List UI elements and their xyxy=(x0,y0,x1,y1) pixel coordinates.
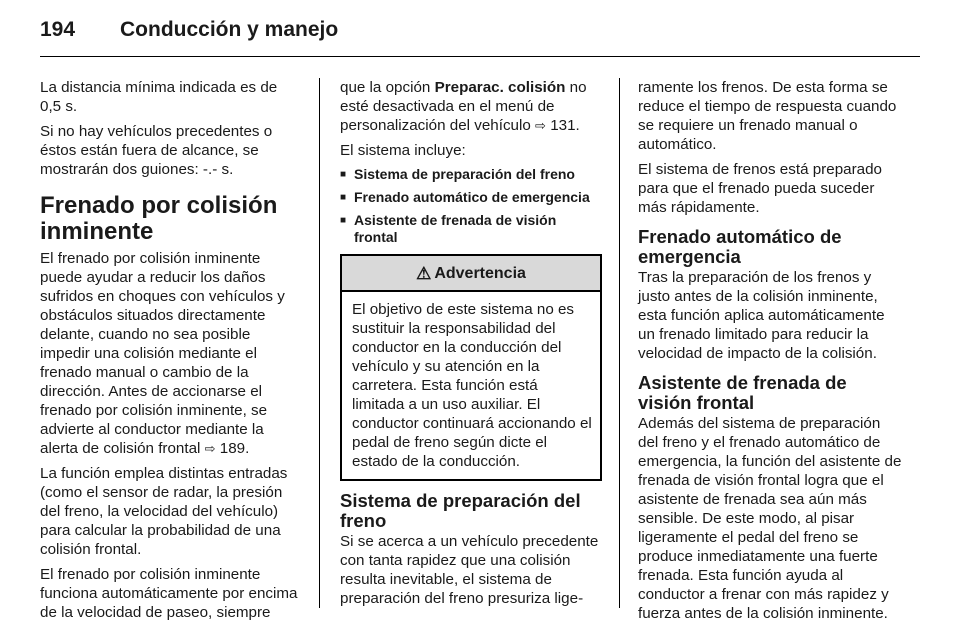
bullet-icon: ■ xyxy=(340,192,347,203)
bullet-icon: ■ xyxy=(340,215,347,226)
paragraph-text: El frenado por colisión inminente puede ayudar a reducir los daños sufridos en choques con vehículos y obstáculos situados directamente delante, cuando no sea posible impedir una colisión mediante el frenado manual o cambio de la dirección. Antes de accionarse el frenado por colisión inminente, se advierte al conductor mediante la alerta de colisión frontal xyxy=(40,250,285,457)
paragraph: ramente los frenos. De esta forma se reduce el tiempo de respuesta cuando se requiere un frenado manual o automático. xyxy=(638,79,897,153)
list-item-label: Sistema de preparación del freno xyxy=(354,166,575,182)
paragraph: El sistema incluye: xyxy=(340,142,466,159)
warning-triangle-icon: ⚠ xyxy=(416,263,432,283)
warning-header xyxy=(342,256,600,292)
list-item xyxy=(340,166,602,183)
menu-option-name: Preparac. colisión xyxy=(434,79,566,96)
reference-arrow-icon: ⇨ xyxy=(204,441,216,456)
section-heading: Frenado por colisión inminente xyxy=(40,192,278,245)
page-header xyxy=(40,14,920,60)
list-item xyxy=(340,212,602,246)
column-divider xyxy=(619,78,620,608)
paragraph-text: no esté desactivada en el menú de personalización del vehículo xyxy=(340,79,587,134)
paragraph: Si no hay vehículos precedentes o éstos están fuera de alcance, se mostrarán dos guiones: -.- s. xyxy=(40,123,273,178)
bullet-icon: ■ xyxy=(340,169,347,180)
list-item-label: Asistente de frenada de visión frontal xyxy=(354,212,557,245)
page-number: 194 xyxy=(40,18,76,41)
paragraph: La distancia mínima indicada es de 0,5 s. xyxy=(40,79,278,115)
subsection-heading: Sistema de preparación del freno xyxy=(340,490,581,531)
page-reference[interactable]: 131. xyxy=(550,117,580,134)
subsection-heading: Frenado automático de emergencia xyxy=(638,226,842,267)
column-3 xyxy=(638,78,903,629)
list-item xyxy=(340,189,602,206)
reference-arrow-icon: ⇨ xyxy=(535,118,546,133)
column-1 xyxy=(40,78,302,628)
page-reference[interactable]: 189. xyxy=(219,440,250,457)
paragraph: Si se acerca a un vehículo precedente con tanta rapidez que una colisión resulta inevitable, el sistema de preparación del freno presuriza lige- xyxy=(340,533,599,607)
list-item-label: Frenado automático de emergencia xyxy=(354,189,590,205)
header-rule xyxy=(40,56,920,57)
paragraph: El frenado por colisión inminente funciona automáticamente por encima de la velocidad de paseo, siempre xyxy=(40,566,298,621)
paragraph-text: que la opción xyxy=(340,79,435,96)
subsection-heading: Asistente de frenada de visión frontal xyxy=(638,372,847,413)
paragraph xyxy=(340,78,602,135)
column-divider xyxy=(319,78,320,608)
paragraph: Tras la preparación de los frenos y justo antes de la colisión inminente, esta función aplica automáticamente un frenado limitado para reducir la velocidad de impacto de la colisión. xyxy=(638,269,885,362)
paragraph xyxy=(40,249,302,458)
paragraph: Además del sistema de preparación del freno y el frenado automático de emergencia, la función del asistente de frenada de visión frontal logra que el asistente de frenada sea aún más sensible. De este modo, al pisar ligeramente el pedal del freno se produce inmediatamente una fuerte frenada. Esta función ayuda al conductor a frenar con más rapidez y fuerza antes de la colisión inminente. xyxy=(638,415,902,622)
column-2 xyxy=(340,78,602,614)
warning-box xyxy=(340,254,602,481)
paragraph: La función emplea distintas entradas (como el sensor de radar, la presión del freno, la velocidad del vehículo) para calcular la probabilidad de una colisión frontal. xyxy=(40,465,288,558)
feature-list xyxy=(340,166,602,246)
warning-body: El objetivo de este sistema no es sustituir la responsabilidad del conductor en la conducción del vehículo y su atención en la carretera. Esta función está limitada a un uso auxiliar. El conductor continuará accionando el pedal de freno según dicte el estado de la conducción. xyxy=(352,301,592,470)
warning-title: Advertencia xyxy=(434,264,526,282)
paragraph: El sistema de frenos está preparado para que el frenado pueda suceder más rápidamente. xyxy=(638,161,882,216)
chapter-title: Conducción y manejo xyxy=(120,18,339,41)
